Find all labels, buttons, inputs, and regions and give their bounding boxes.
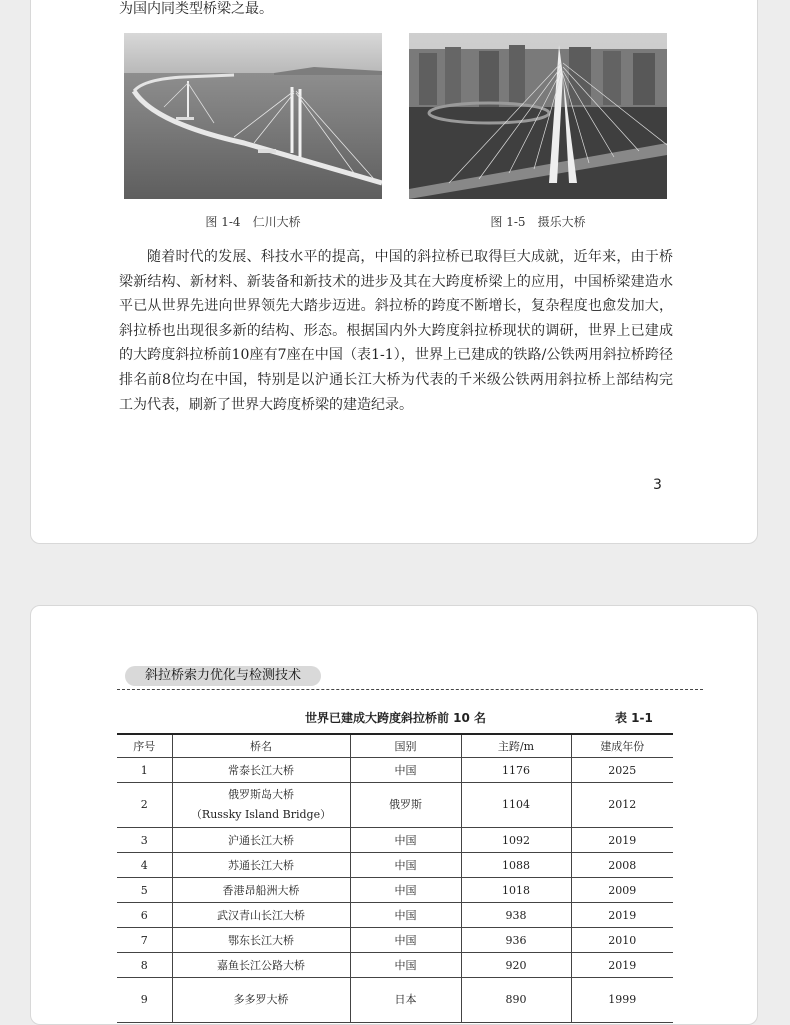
- cell-name: [172, 978, 350, 1023]
- table-row: [117, 978, 673, 1023]
- renchuan-bridge-photo: [124, 33, 382, 199]
- cell-country: 日本: [350, 978, 461, 1023]
- header-divider: [117, 689, 703, 690]
- shele-bridge-photo: [409, 33, 667, 199]
- cell-year: 2009: [571, 878, 673, 903]
- bridge-name: 沪通长江大桥: [228, 834, 294, 847]
- page-number: 3: [653, 477, 662, 493]
- cell-country: 中国: [350, 853, 461, 878]
- cell-name: [172, 758, 350, 783]
- cell-name: [172, 903, 350, 928]
- bridge-name: 苏通长江大桥: [228, 859, 294, 872]
- bridge-name: 俄罗斯岛大桥: [228, 788, 294, 801]
- figure-number: 图 1-4: [205, 215, 241, 229]
- bridge-name: 武汉青山长江大桥: [217, 909, 305, 922]
- intro-text: 为国内同类型桥梁之最。: [119, 1, 273, 17]
- column-header: 国别: [350, 734, 461, 758]
- cell-year: 2008: [571, 853, 673, 878]
- cell-span: 1176: [461, 758, 571, 783]
- page-4: [30, 605, 758, 1025]
- cell-name: [172, 928, 350, 953]
- cell-span: 936: [461, 928, 571, 953]
- table-row: [117, 853, 673, 878]
- cell-country: 中国: [350, 878, 461, 903]
- bridge-name-english: （Russky Island Bridge）: [190, 808, 332, 821]
- cell-no: 2: [117, 783, 172, 828]
- cell-span: 1018: [461, 878, 571, 903]
- cell-no: 4: [117, 853, 172, 878]
- column-header: 桥名: [172, 734, 350, 758]
- cell-no: 5: [117, 878, 172, 903]
- cell-country: 中国: [350, 828, 461, 853]
- bridge-name: 常泰长江大桥: [228, 764, 294, 777]
- figure-renchuan-bridge: [124, 33, 382, 230]
- figure-caption: [409, 213, 667, 230]
- cell-year: 2012: [571, 783, 673, 828]
- cell-no: 3: [117, 828, 172, 853]
- cell-no: 1: [117, 758, 172, 783]
- table-row: [117, 758, 673, 783]
- body-paragraph: 随着时代的发展、科技水平的提高，中国的斜拉桥已取得巨大成就，近年来，由于桥梁新结构、新材料、新装备和新技术的进步及其在大跨度桥梁上的应用，中国桥梁建造水平已从世界先进向世界领先大踏步迈进。斜拉桥的跨度不断增长，复杂程度也愈发加大，斜拉桥也出现很多新的结构、形态。根据国内外大跨度斜拉桥现状的调研，世界上已建成的大跨度斜拉桥前10座有7座在中国（表1-1），世界上已建成的铁路/公铁两用斜拉桥跨径排名前8位均在中国，特别是以沪通长江大桥为代表的千米级公铁两用斜拉桥上部结构完工为代表，刷新了世界大跨度桥梁的建造纪录。: [119, 249, 673, 413]
- bridge-name: 鄂东长江大桥: [228, 934, 294, 947]
- figure-name: 仁川大桥: [252, 215, 301, 229]
- table-number: 表 1-1: [615, 711, 653, 725]
- cell-name: [172, 878, 350, 903]
- cell-name: [172, 828, 350, 853]
- cell-year: 2019: [571, 828, 673, 853]
- cell-name: [172, 953, 350, 978]
- cell-span: 1092: [461, 828, 571, 853]
- cell-country: 俄罗斯: [350, 783, 461, 828]
- figure-name: 摄乐大桥: [537, 215, 586, 229]
- cell-year: 2010: [571, 928, 673, 953]
- cell-no: 6: [117, 903, 172, 928]
- table-row: [117, 928, 673, 953]
- cell-span: 920: [461, 953, 571, 978]
- table-row: [117, 878, 673, 903]
- running-header: 斜拉桥索力优化与检测技术: [125, 666, 321, 686]
- cell-span: 938: [461, 903, 571, 928]
- table-row: [117, 953, 673, 978]
- cell-year: 2019: [571, 903, 673, 928]
- cell-name: [172, 853, 350, 878]
- cell-year: 1999: [571, 978, 673, 1023]
- column-header: 建成年份: [571, 734, 673, 758]
- cell-name: [172, 783, 350, 828]
- table-header-row: [117, 734, 673, 758]
- figure-number: 图 1-5: [490, 215, 526, 229]
- cell-country: 中国: [350, 758, 461, 783]
- cell-no: 8: [117, 953, 172, 978]
- cell-span: 890: [461, 978, 571, 1023]
- page-3: [30, 0, 758, 544]
- bridge-name: 多多罗大桥: [233, 993, 289, 1006]
- cell-country: 中国: [350, 928, 461, 953]
- cell-no: 7: [117, 928, 172, 953]
- table-row: [117, 783, 673, 828]
- table-title: 世界已建成大跨度斜拉桥前 10 名: [305, 711, 487, 725]
- cell-year: 2025: [571, 758, 673, 783]
- cell-year: 2019: [571, 953, 673, 978]
- figure-shele-bridge: [409, 33, 667, 230]
- figure-caption: [124, 213, 382, 230]
- bridges-table: [117, 733, 673, 1023]
- bridge-name: 香港昂船洲大桥: [222, 884, 300, 897]
- cell-country: 中国: [350, 903, 461, 928]
- column-header: 序号: [117, 734, 172, 758]
- table-row: [117, 903, 673, 928]
- column-header: 主跨/m: [461, 734, 571, 758]
- cell-span: 1088: [461, 853, 571, 878]
- cell-span: 1104: [461, 783, 571, 828]
- cell-country: 中国: [350, 953, 461, 978]
- bridge-name: 嘉鱼长江公路大桥: [217, 959, 305, 972]
- cell-no: 9: [117, 978, 172, 1023]
- table-row: [117, 828, 673, 853]
